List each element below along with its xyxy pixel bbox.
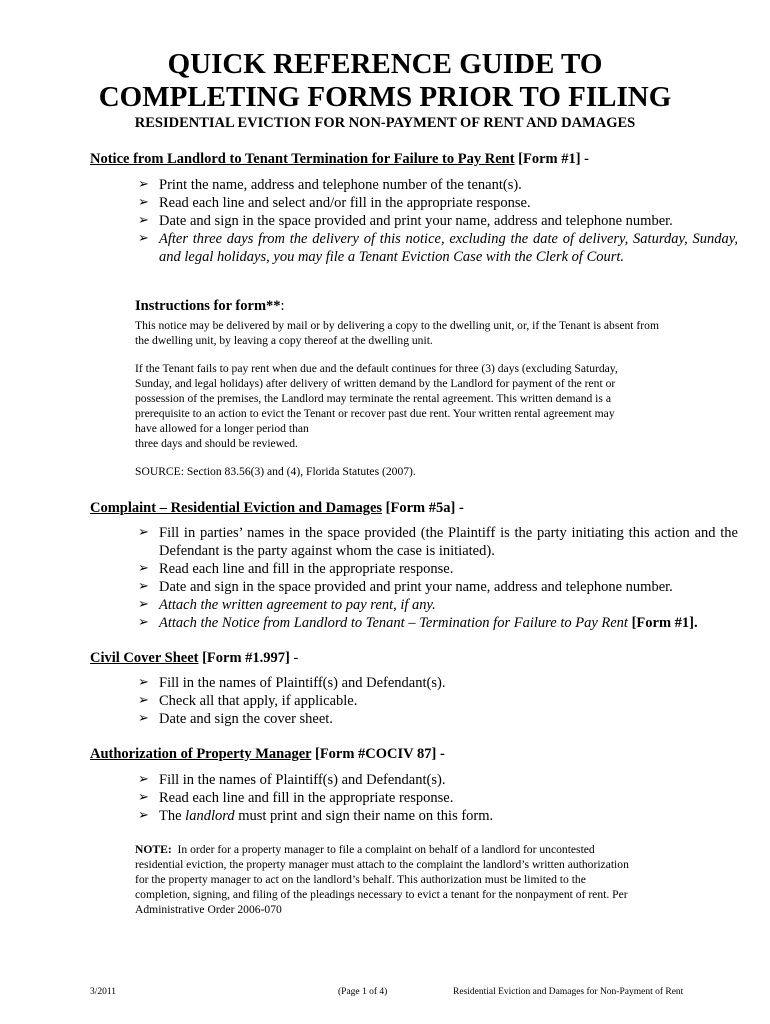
instructions-title: Instructions for form**: [135, 298, 285, 314]
section-3-heading: Civil Cover Sheet [Form #1.997] - [90, 650, 299, 666]
arrowhead-bullet-icon: ➢ [138, 525, 149, 540]
arrowhead-bullet-icon: ➢ [138, 808, 149, 823]
section-2-heading [90, 499, 730, 517]
list-item: ➢ Read each line and fill in the appropriate response. [138, 790, 454, 806]
section-4-bullets [138, 771, 738, 825]
section-1-heading-form: [Form #1] - [514, 151, 590, 167]
title-line-1: QUICK REFERENCE GUIDE TO [167, 48, 603, 80]
arrowhead-bullet-icon: ➢ [138, 597, 149, 612]
section-3-bullets [138, 674, 738, 728]
list-item: ➢ Attach the written agreement to pay rent, if any. [138, 597, 436, 613]
arrowhead-bullet-icon: ➢ [138, 675, 149, 690]
list-item: ➢ Date and sign in the space provided and print your name, address and telephone number. [138, 213, 673, 229]
section-1-heading-title: Notice from Landlord to Tenant Termination for Failure to Pay Rent [90, 151, 515, 167]
list-item: ➢ Read each line and select and/or fill in the appropriate response. [138, 195, 531, 211]
note-paragraph: NOTE: In order for a property manager to file a complaint on behalf of a landlord for uncontested residential eviction, the property manager must attach to the complaint the landlord’s written authorization for the property manager to act on the landlord’s behalf. This authorization must be limited to the completion, signing, and filing of the pleadings necessary to evict a tenant for the nonpayment of rent. Per Administrative Order 2006-070 [135, 843, 629, 916]
arrowhead-bullet-icon: ➢ [138, 195, 149, 210]
section-4-heading [90, 745, 730, 763]
arrowhead-bullet-icon: ➢ [138, 213, 149, 228]
arrowhead-bullet-icon: ➢ [138, 615, 149, 630]
section-4-heading-form: [Form #COCIV 87] - [311, 746, 445, 762]
subtitle: RESIDENTIAL EVICTION FOR NON-PAYMENT OF RENT AND DAMAGES [134, 115, 636, 131]
section-1-bullets [138, 176, 738, 266]
list-item: ➢ Attach the Notice from Landlord to Tenant – Termination for Failure to Pay Rent [Form #1]. [138, 615, 698, 631]
source-citation: SOURCE: Section 83.56(3) and (4), Florida Statutes (2007). [135, 465, 416, 478]
footer-document-title: Residential Eviction and Damages for Non-Payment of Rent [453, 987, 684, 997]
arrowhead-bullet-icon: ➢ [138, 693, 149, 708]
list-item: ➢ Fill in parties’ names in the space provided (the Plaintiff is the party initiating this action and the Defendant is the party against whom the case is initiated). [138, 525, 738, 559]
arrowhead-bullet-icon: ➢ [138, 772, 149, 787]
list-item: ➢ Check all that apply, if applicable. [138, 693, 358, 709]
list-item: ➢ Fill in the names of Plaintiff(s) and Defendant(s). [138, 675, 446, 691]
instructions-paragraph-1: This notice may be delivered by mail or by delivering a copy to the dwelling unit, or, if the Tenant is absent from the dwelling unit, by leaving a copy thereof at the dwelling unit. [135, 319, 659, 347]
list-item: ➢ Print the name, address and telephone number of the tenant(s). [138, 177, 522, 193]
title-line-2: COMPLETING FORMS PRIOR TO FILING [98, 81, 672, 113]
instructions-paragraph-2: If the Tenant fails to pay rent when due and the default continues for three (3) days (excluding Saturday, Sunday, and legal holidays) after delivery of written demand by the Landlord for payment of the rent or possession of the premises, the Landlord may terminate the rental agreement. This written demand is a prerequisite to an action to evict the Tenant or recover past due rent. Your written rental agreement may have allowed for a longer period than three days and should be reviewed. [135, 362, 618, 450]
section-3-heading-title: Civil Cover Sheet [90, 650, 199, 666]
section-4-heading-title: Authorization of Property Manager [90, 746, 312, 762]
arrowhead-bullet-icon: ➢ [138, 231, 149, 246]
list-item: ➢ The landlord must print and sign their name on this form. [138, 808, 494, 824]
arrowhead-bullet-icon: ➢ [138, 579, 149, 594]
section-2-heading-form: [Form #5a] - [382, 500, 464, 516]
section-2-bullets [138, 524, 738, 632]
note-label: NOTE: [135, 843, 172, 856]
list-item: ➢ Fill in the names of Plaintiff(s) and Defendant(s). [138, 772, 446, 788]
list-item: ➢ Read each line and fill in the appropriate response. [138, 561, 454, 577]
section-2-heading-title: Complaint – Residential Eviction and Damages [90, 500, 383, 516]
list-item: ➢ Date and sign the cover sheet. [138, 711, 333, 727]
footer-date: 3/2011 [90, 987, 117, 997]
section-3-heading-form: [Form #1.997] [198, 650, 290, 666]
footer-page-number: (Page 1 of 4) [338, 987, 388, 997]
arrowhead-bullet-icon: ➢ [138, 711, 149, 726]
list-item: ➢ After three days from the delivery of this notice, excluding the date of delivery, Saturday, Sunday, and legal holidays, you may file a Tenant Eviction Case with the Clerk of Court. [138, 231, 738, 265]
arrowhead-bullet-icon: ➢ [138, 790, 149, 805]
list-item: ➢ Date and sign in the space provided and print your name, address and telephone number. [138, 579, 673, 595]
section-1-heading [90, 150, 730, 168]
arrowhead-bullet-icon: ➢ [138, 561, 149, 576]
arrowhead-bullet-icon: ➢ [138, 177, 149, 192]
